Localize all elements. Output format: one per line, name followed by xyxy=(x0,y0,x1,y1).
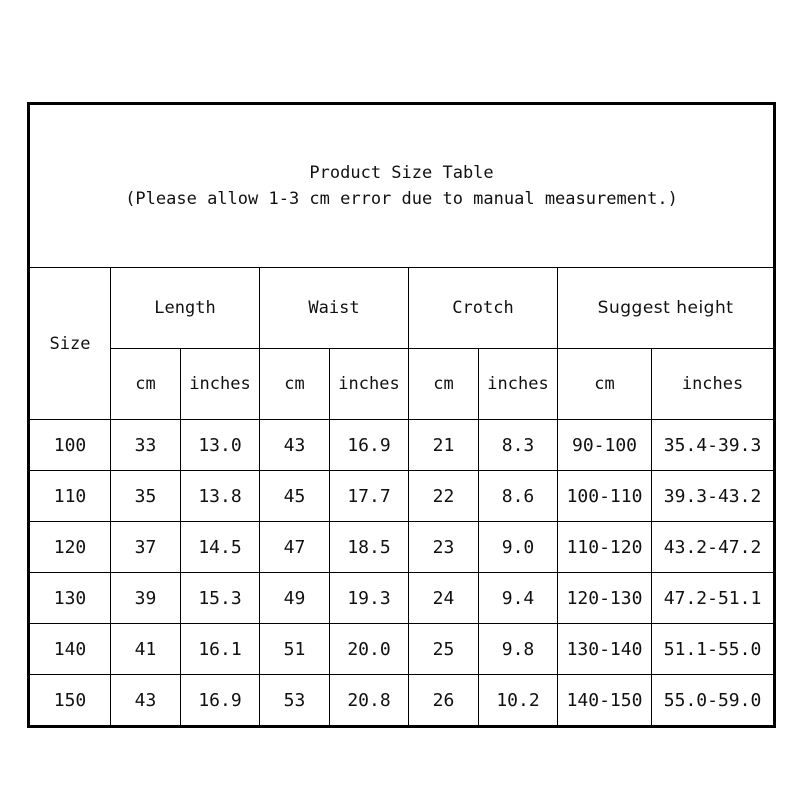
table-cell: 23 xyxy=(409,522,479,573)
size-cell: 120 xyxy=(29,522,111,573)
table-cell: 43 xyxy=(260,420,330,471)
table-cell: 53 xyxy=(260,675,330,727)
table-cell: 16.9 xyxy=(330,420,409,471)
table-cell: 47.2-51.1 xyxy=(652,573,775,624)
unit-header: inches xyxy=(181,349,260,420)
table-cell: 16.1 xyxy=(181,624,260,675)
table-cell: 20.8 xyxy=(330,675,409,727)
table-row xyxy=(29,522,775,573)
table-cell: 90-100 xyxy=(558,420,652,471)
table-cell: 100-110 xyxy=(558,471,652,522)
size-cell: 150 xyxy=(29,675,111,727)
table-cell: 14.5 xyxy=(181,522,260,573)
title-row xyxy=(29,104,775,268)
table-cell: 22 xyxy=(409,471,479,522)
unit-header: inches xyxy=(479,349,558,420)
table-cell: 49 xyxy=(260,573,330,624)
title-cell xyxy=(29,104,775,268)
table-cell: 18.5 xyxy=(330,522,409,573)
table-cell: 19.3 xyxy=(330,573,409,624)
table-row xyxy=(29,624,775,675)
table-cell: 9.8 xyxy=(479,624,558,675)
unit-header: cm xyxy=(558,349,652,420)
unit-header: cm xyxy=(111,349,181,420)
table-cell: 47 xyxy=(260,522,330,573)
table-cell: 8.6 xyxy=(479,471,558,522)
table-cell: 43.2-47.2 xyxy=(652,522,775,573)
table-row xyxy=(29,471,775,522)
unit-header: inches xyxy=(652,349,775,420)
table-cell: 9.0 xyxy=(479,522,558,573)
table-cell: 55.0-59.0 xyxy=(652,675,775,727)
table-row xyxy=(29,573,775,624)
table-cell: 8.3 xyxy=(479,420,558,471)
table-cell: 13.0 xyxy=(181,420,260,471)
table-cell: 9.4 xyxy=(479,573,558,624)
table-cell: 39 xyxy=(111,573,181,624)
table-cell: 24 xyxy=(409,573,479,624)
table-cell: 33 xyxy=(111,420,181,471)
table-cell: 10.2 xyxy=(479,675,558,727)
group-header-suggest-height: Suggest height xyxy=(558,268,775,349)
unit-header: inches xyxy=(330,349,409,420)
size-cell: 100 xyxy=(29,420,111,471)
group-header-length: Length xyxy=(111,268,260,349)
table-cell: 120-130 xyxy=(558,573,652,624)
table-cell: 35.4-39.3 xyxy=(652,420,775,471)
table-cell: 130-140 xyxy=(558,624,652,675)
table-cell: 15.3 xyxy=(181,573,260,624)
table-row xyxy=(29,420,775,471)
unit-header-row xyxy=(29,349,775,420)
table-cell: 16.9 xyxy=(181,675,260,727)
table-cell: 20.0 xyxy=(330,624,409,675)
table-cell: 51.1-55.0 xyxy=(652,624,775,675)
size-table xyxy=(27,102,776,728)
table-title: Product Size Table xyxy=(309,163,494,183)
table-cell: 51 xyxy=(260,624,330,675)
table-cell: 41 xyxy=(111,624,181,675)
table-cell: 140-150 xyxy=(558,675,652,727)
unit-header: cm xyxy=(260,349,330,420)
table-cell: 110-120 xyxy=(558,522,652,573)
table-cell: 25 xyxy=(409,624,479,675)
table-subtitle: (Please allow 1-3 cm error due to manual measurement.) xyxy=(125,189,678,209)
table-cell: 35 xyxy=(111,471,181,522)
table-cell: 39.3-43.2 xyxy=(652,471,775,522)
table-cell: 13.8 xyxy=(181,471,260,522)
size-header: Size xyxy=(29,268,111,420)
group-header-crotch: Crotch xyxy=(409,268,558,349)
unit-header: cm xyxy=(409,349,479,420)
size-cell: 130 xyxy=(29,573,111,624)
table-cell: 37 xyxy=(111,522,181,573)
table-cell: 26 xyxy=(409,675,479,727)
size-cell: 110 xyxy=(29,471,111,522)
table-cell: 45 xyxy=(260,471,330,522)
size-cell: 140 xyxy=(29,624,111,675)
table-cell: 21 xyxy=(409,420,479,471)
group-header-waist: Waist xyxy=(260,268,409,349)
table-cell: 17.7 xyxy=(330,471,409,522)
table-row xyxy=(29,675,775,727)
group-header-row xyxy=(29,268,775,349)
table-cell: 43 xyxy=(111,675,181,727)
